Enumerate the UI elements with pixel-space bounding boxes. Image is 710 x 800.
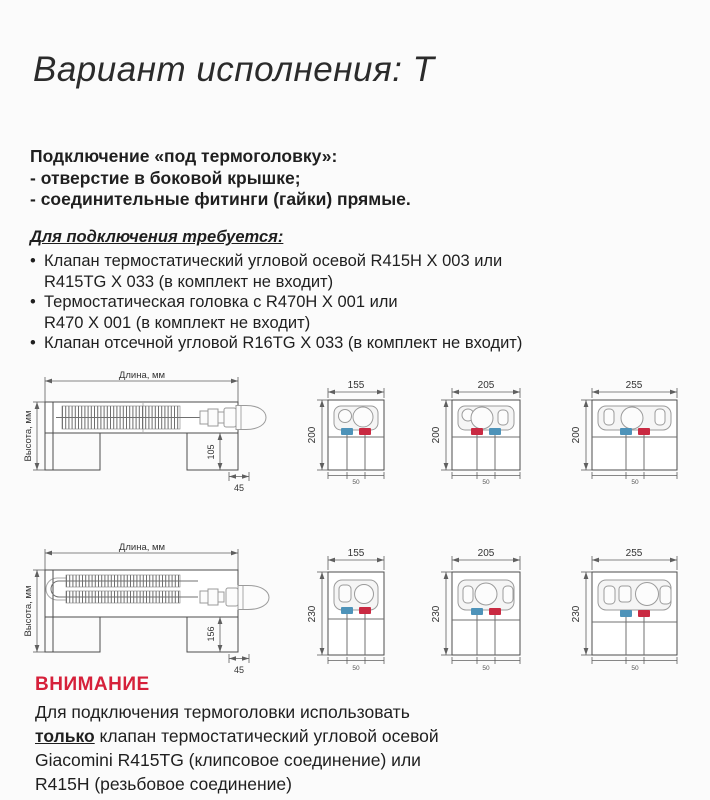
intro-line-3: - соединительные фитинги (гайки) прямые. xyxy=(30,189,411,209)
dimension-width xyxy=(592,380,677,398)
supply-pipe-stub xyxy=(359,428,371,435)
dimension-depth xyxy=(229,654,249,675)
svg-text:50: 50 xyxy=(631,665,639,672)
cross-section-row1-255 xyxy=(566,372,706,498)
dimension-pipe-spacing xyxy=(452,657,520,672)
svg-text:200: 200 xyxy=(571,426,582,444)
bullet-icon: • xyxy=(30,293,36,312)
dimension-bracket-height xyxy=(206,617,222,652)
svg-text:200: 200 xyxy=(431,426,442,444)
svg-text:45: 45 xyxy=(233,483,245,493)
dimension-height xyxy=(571,572,592,655)
side-view-drawing-row2 xyxy=(20,542,292,682)
svg-text:50: 50 xyxy=(482,479,490,486)
list-item-text: R415TG X 033 (в комплект не входит) xyxy=(44,272,334,291)
supply-pipe-stub xyxy=(489,608,501,615)
svg-text:230: 230 xyxy=(571,605,582,623)
thermostatic-head xyxy=(200,406,266,430)
dimension-height xyxy=(23,402,45,470)
cross-section-row2-205 xyxy=(432,546,568,678)
return-pipe-stub xyxy=(489,428,501,435)
list-item-text: Клапан отсечной угловой R16TG X 033 (в комплект не входит) xyxy=(44,334,523,353)
svg-text:50: 50 xyxy=(631,479,639,486)
return-pipe-stub xyxy=(620,428,632,435)
dimension-pipe-spacing xyxy=(328,472,384,486)
intro-paragraph xyxy=(30,146,411,211)
requirements-list xyxy=(30,251,522,354)
warning-heading: ВНИМАНИЕ xyxy=(35,674,150,695)
requirements-heading: Для подключения требуется: xyxy=(30,228,284,246)
cross-section-row2-155 xyxy=(306,546,428,678)
svg-text:200: 200 xyxy=(307,426,318,444)
svg-text:205: 205 xyxy=(477,548,495,559)
dimension-pipe-spacing xyxy=(592,657,677,672)
supply-pipe-stub xyxy=(638,428,650,435)
svg-text:255: 255 xyxy=(625,548,643,559)
dimension-height xyxy=(307,400,328,470)
list-item-text: R470 X 001 (в комплект не входит) xyxy=(44,313,311,332)
svg-text:230: 230 xyxy=(431,605,442,623)
page-title: Вариант исполнения: Т xyxy=(33,50,435,89)
warning-emphasis: только xyxy=(35,726,95,746)
list-item-continuation xyxy=(30,313,522,334)
return-pipe-stub xyxy=(341,607,353,614)
warning-line: клапан термостатический угловой осевой xyxy=(94,726,439,746)
valve-assembly xyxy=(598,406,671,430)
dimension-length xyxy=(45,542,238,570)
side-view-drawing-row1 xyxy=(20,372,292,502)
svg-text:Высота, мм: Высота, мм xyxy=(23,410,34,462)
return-pipe-stub xyxy=(620,610,632,617)
svg-text:Высота, мм: Высота, мм xyxy=(23,585,34,637)
svg-text:255: 255 xyxy=(625,380,643,391)
svg-text:50: 50 xyxy=(352,479,360,486)
svg-text:230: 230 xyxy=(307,605,318,623)
svg-text:155: 155 xyxy=(347,380,365,391)
svg-text:Длина, мм: Длина, мм xyxy=(118,370,166,381)
dimension-width xyxy=(328,548,384,570)
bullet-icon: • xyxy=(30,334,36,353)
list-item-continuation xyxy=(30,272,522,293)
svg-text:105: 105 xyxy=(206,444,216,460)
warning-paragraph xyxy=(35,700,439,796)
cross-section-row2-255 xyxy=(566,546,706,678)
warning-line: Giacomini R415TG (клипсовое соединение) или xyxy=(35,750,421,770)
dimension-width xyxy=(592,548,677,570)
cross-section-row1-205 xyxy=(432,372,568,498)
intro-line-2: - отверстие в боковой крышке; xyxy=(30,167,301,188)
dimension-width xyxy=(452,548,520,570)
warning-line: Для подключения термоголовки использовать xyxy=(35,702,410,722)
dimension-height xyxy=(571,400,592,470)
svg-text:155: 155 xyxy=(347,548,365,559)
valve-assembly xyxy=(458,406,514,430)
warning-line: R415H (резьбовое соединение) xyxy=(35,774,292,794)
dimension-height xyxy=(23,570,45,652)
list-item xyxy=(30,251,522,272)
list-item xyxy=(30,333,522,354)
dimension-height xyxy=(431,400,452,470)
valve-assembly xyxy=(334,406,378,430)
dimension-height xyxy=(431,572,452,655)
dimension-bracket-height xyxy=(206,433,222,470)
svg-text:205: 205 xyxy=(477,380,495,391)
dimension-height xyxy=(307,572,328,655)
supply-pipe-stub xyxy=(638,610,650,617)
dimension-depth xyxy=(229,472,249,493)
list-item-text: Термостатическая головка с R470H X 001 или xyxy=(44,293,398,312)
svg-text:45: 45 xyxy=(233,665,245,675)
intro-line-1: Подключение «под термоголовку»: xyxy=(30,146,338,166)
return-pipe-stub xyxy=(341,428,353,435)
list-item xyxy=(30,292,522,313)
cross-section-row1-155 xyxy=(306,372,428,498)
dimension-pipe-spacing xyxy=(328,657,384,672)
dimension-length xyxy=(45,370,238,402)
list-item-text: Клапан термостатический угловой осевой R415H X 003 или xyxy=(44,252,503,270)
valve-assembly xyxy=(598,580,671,610)
dimension-width xyxy=(452,380,520,398)
valve-assembly xyxy=(458,580,514,610)
supply-pipe-stub xyxy=(471,428,483,435)
dimension-pipe-spacing xyxy=(452,472,520,486)
valve-assembly xyxy=(334,580,378,610)
svg-text:Длина, мм: Длина, мм xyxy=(118,542,166,553)
bullet-icon: • xyxy=(30,252,36,270)
svg-text:50: 50 xyxy=(352,665,360,672)
supply-pipe-stub xyxy=(359,607,371,614)
dimension-width xyxy=(328,380,384,398)
return-pipe-stub xyxy=(471,608,483,615)
svg-text:156: 156 xyxy=(206,626,216,642)
svg-text:50: 50 xyxy=(482,665,490,672)
dimension-pipe-spacing xyxy=(592,472,677,486)
